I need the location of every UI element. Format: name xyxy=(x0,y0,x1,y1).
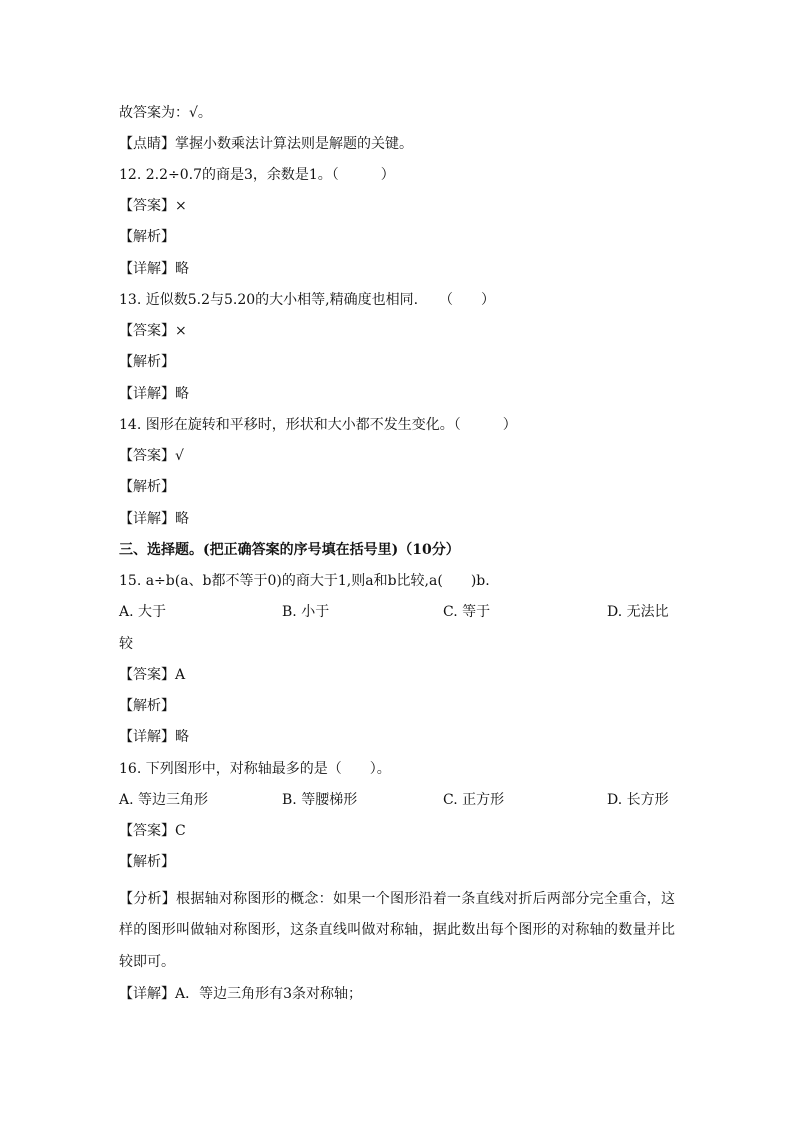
question-13: 13. 近似数5.2与5.20的大小相等,精确度也相同. （ ） xyxy=(119,292,496,308)
q14-detail: 【详解】略 xyxy=(119,511,189,527)
q14-analysis: 【解析】 xyxy=(119,479,175,495)
question-15: 15. a÷b(a、b都不等于0)的商大于1,则a和b比较,a( )b. xyxy=(119,573,490,589)
q15-answer: 【答案】A xyxy=(119,667,186,683)
q16-options xyxy=(119,791,679,809)
q15-option-a: A. 大于 xyxy=(119,604,167,620)
question-12: 12. 2.2÷0.7的商是3，余数是1。（ ） xyxy=(119,167,395,183)
q16-answer: 【答案】C xyxy=(119,823,186,839)
q16-option-d: D. 长方形 xyxy=(607,792,669,808)
q16-option-a: A. 等边三角形 xyxy=(119,792,209,808)
q16-fenxi-line-2: 样的图形叫做轴对称图形，这条直线叫做对称轴，据此数出每个图形的对称轴的数量并比 xyxy=(119,922,675,938)
section-3-heading: 三、选择题。(把正确答案的序号填在括号里)（10分） xyxy=(119,542,460,558)
q16-option-b: B. 等腰梯形 xyxy=(282,792,358,808)
q13-detail: 【详解】略 xyxy=(119,386,189,402)
question-16: 16. 下列图形中，对称轴最多的是（ ）。 xyxy=(119,761,391,777)
q16-detail: 【详解】A．等边三角形有3条对称轴； xyxy=(119,986,363,1002)
q16-option-c: C. 正方形 xyxy=(443,792,505,808)
question-14: 14. 图形在旋转和平移时，形状和大小都不发生变化。（ ） xyxy=(119,417,517,433)
q12-answer: 【答案】× xyxy=(119,198,187,214)
dianjing-line: 【点睛】掌握小数乘法计算法则是解题的关键。 xyxy=(119,136,413,152)
q14-answer: 【答案】√ xyxy=(119,448,184,464)
q15-detail: 【详解】略 xyxy=(119,729,189,745)
q15-option-d: D. 无法比 xyxy=(607,604,669,620)
q15-option-wrap: 较 xyxy=(119,636,133,652)
q15-option-c: C. 等于 xyxy=(443,604,491,620)
q15-option-b: B. 小于 xyxy=(282,604,330,620)
q12-analysis: 【解析】 xyxy=(119,229,175,245)
q15-options xyxy=(119,603,679,621)
answer-line-check: 故答案为：√。 xyxy=(119,105,212,121)
q16-fenxi-line-1: 【分析】根据轴对称图形的概念：如果一个图形沿着一条直线对折后两部分完全重合，这 xyxy=(119,891,675,907)
q15-analysis: 【解析】 xyxy=(119,698,175,714)
q13-answer: 【答案】× xyxy=(119,323,187,339)
q16-fenxi-line-3: 较即可。 xyxy=(119,954,175,970)
q13-analysis: 【解析】 xyxy=(119,354,175,370)
q16-analysis: 【解析】 xyxy=(119,854,175,870)
q12-detail: 【详解】略 xyxy=(119,261,189,277)
